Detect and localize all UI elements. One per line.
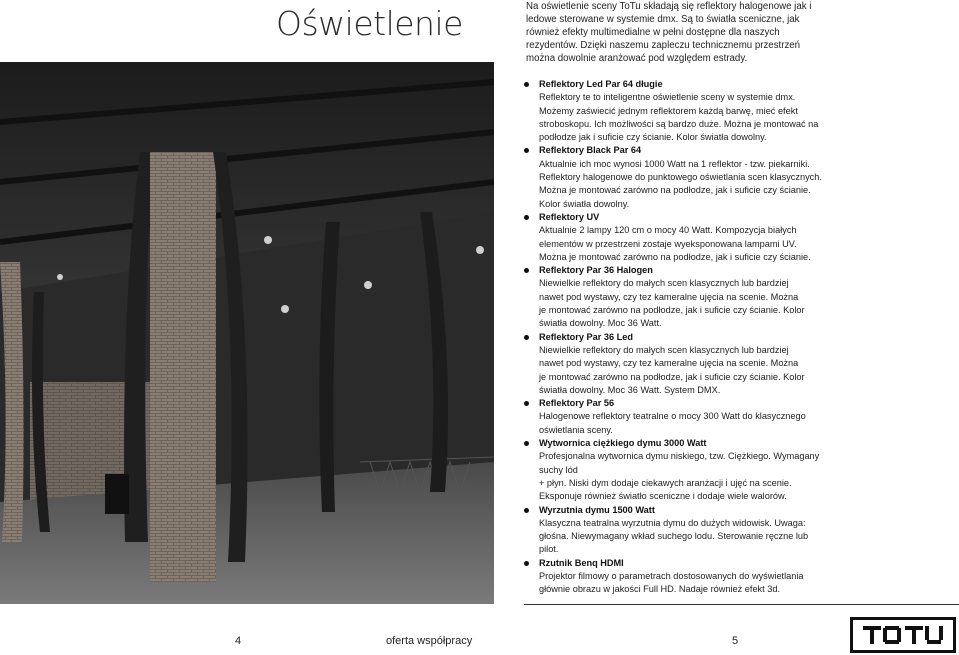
list-item [524,264,824,330]
bullet-icon [524,215,529,220]
page-title: Oświetlenie [276,4,463,43]
list-item [524,331,824,397]
equipment-list [524,78,824,597]
list-item [524,437,824,503]
list-item [524,504,824,557]
list-item [524,397,824,437]
item-body: Projektor filmowy o parametrach dostosowanych do wyświetlania głównie obrazu w jakości Full HD. Nadaje również efekt 3d. [539,570,804,595]
item-body: Profesjonalna wytwornica dymu niskiego, tzw. Ciężkiego. Wymagany suchy lód + płyn. Niski dym dodaje ciekawych aranżacji i ujęć na scenie. Eksponuje również światło sceniczne i dodaje wiele walorów. [539,451,820,502]
item-body: Aktualnie 2 lampy 120 cm o mocy 40 Watt. Kompozycja białych elementów w przestrzeni zostaje wyeksponowana lampami UV. Można je montować zarówno na podłodze, jak i suficie czy ścianie. [539,225,811,262]
footer-divider [524,604,959,605]
bullet-icon [524,82,529,87]
list-item [524,557,824,597]
bullet-icon [524,148,529,153]
item-title: Reflektory Led Par 64 długie [539,79,663,89]
item-title: Wyrzutnia dymu 1500 Watt [539,504,655,515]
item-body: Aktualnie ich moc wynosi 1000 Watt na 1 reflektor - tzw. piekarniki. Reflektory halogenowe do punktowego oświetlania scen klasycznych. Można je montować zarówno na podłodze, jak i suficie czy ścianie. Kolor światła dowolny. [539,158,822,209]
item-body: Halogenowe reflektory teatralne o mocy 300 Watt do klasycznego oświetlania sceny. [539,411,806,435]
page-number-right: 5 [732,635,739,647]
venue-photo [0,62,494,604]
item-title: Rzutnik Benq HDMI [539,557,624,568]
bullet-icon [524,561,529,566]
item-title: Reflektory Par 56 [539,398,615,409]
item-title: Reflektory Par 36 Led [539,331,633,342]
item-body: Reflektory te to inteligentne oświetlenie sceny w systemie dmx. Możemy zaświecić jednym reflektorem każdą barwę, mieć efekt stroboskopu. Ich możliwości są bardzo duże. Można je montować na podłodze jak i suficie czy ścianie. Kolor światła dowolny. [539,92,819,143]
item-body: Klasyczna teatralna wyrzutnia dymu do dużych widowisk. Uwaga: głośna. Niewymagany wkład suchego lodu. Sterowanie ręczne lub pilot. [539,517,809,555]
list-item [524,78,824,144]
bullet-icon [524,335,529,340]
item-title: Wytwornica ciężkiego dymu 3000 Watt [539,438,707,449]
item-title: Reflektory Par 36 Halogen [539,265,653,276]
item-body: Niewielkie reflektory do małych scen klasycznych lub bardziej nawet pod wystawy, czy tez kameralne ujęcia na scenie. Można je montować zarówno na podłodze, jak i suficie czy ścianie. Kolor światła dowolny. Moc 36 Watt. [539,278,805,329]
bullet-icon [524,441,529,446]
item-title: Reflektory Black Par 64 [539,145,642,156]
footer-text: oferta współpracy [386,635,473,647]
totu-logo [850,617,956,653]
bullet-icon [524,508,529,513]
item-title: Reflektory UV [539,211,600,222]
item-body: Niewielkie reflektory do małych scen klasycznych lub bardziej nawet pod wystawy, czy tez kameralne ujęcia na scenie. Można je montować zarówno na podłodze, jak i suficie czy ścianie. Kolor światła dowolny. Moc 36 Watt. System DMX. [539,344,805,395]
list-item [524,144,824,210]
list-item [524,211,824,264]
bullet-icon [524,268,529,273]
bullet-icon [524,401,529,406]
intro-paragraph: Na oświetlenie sceny ToTu składają się reflektory halogenowe jak i ledowe sterowane w systemie dmx. Są to światła sceniczne, jak również efekty multimedialne w pełni dostępne dla naszych rezydentów. Dzięki naszemu zapleczu technicznemu przestrzeń można dowolnie aranżować pod względem estrady. [526,1,812,64]
page-number-left: 4 [235,635,242,647]
